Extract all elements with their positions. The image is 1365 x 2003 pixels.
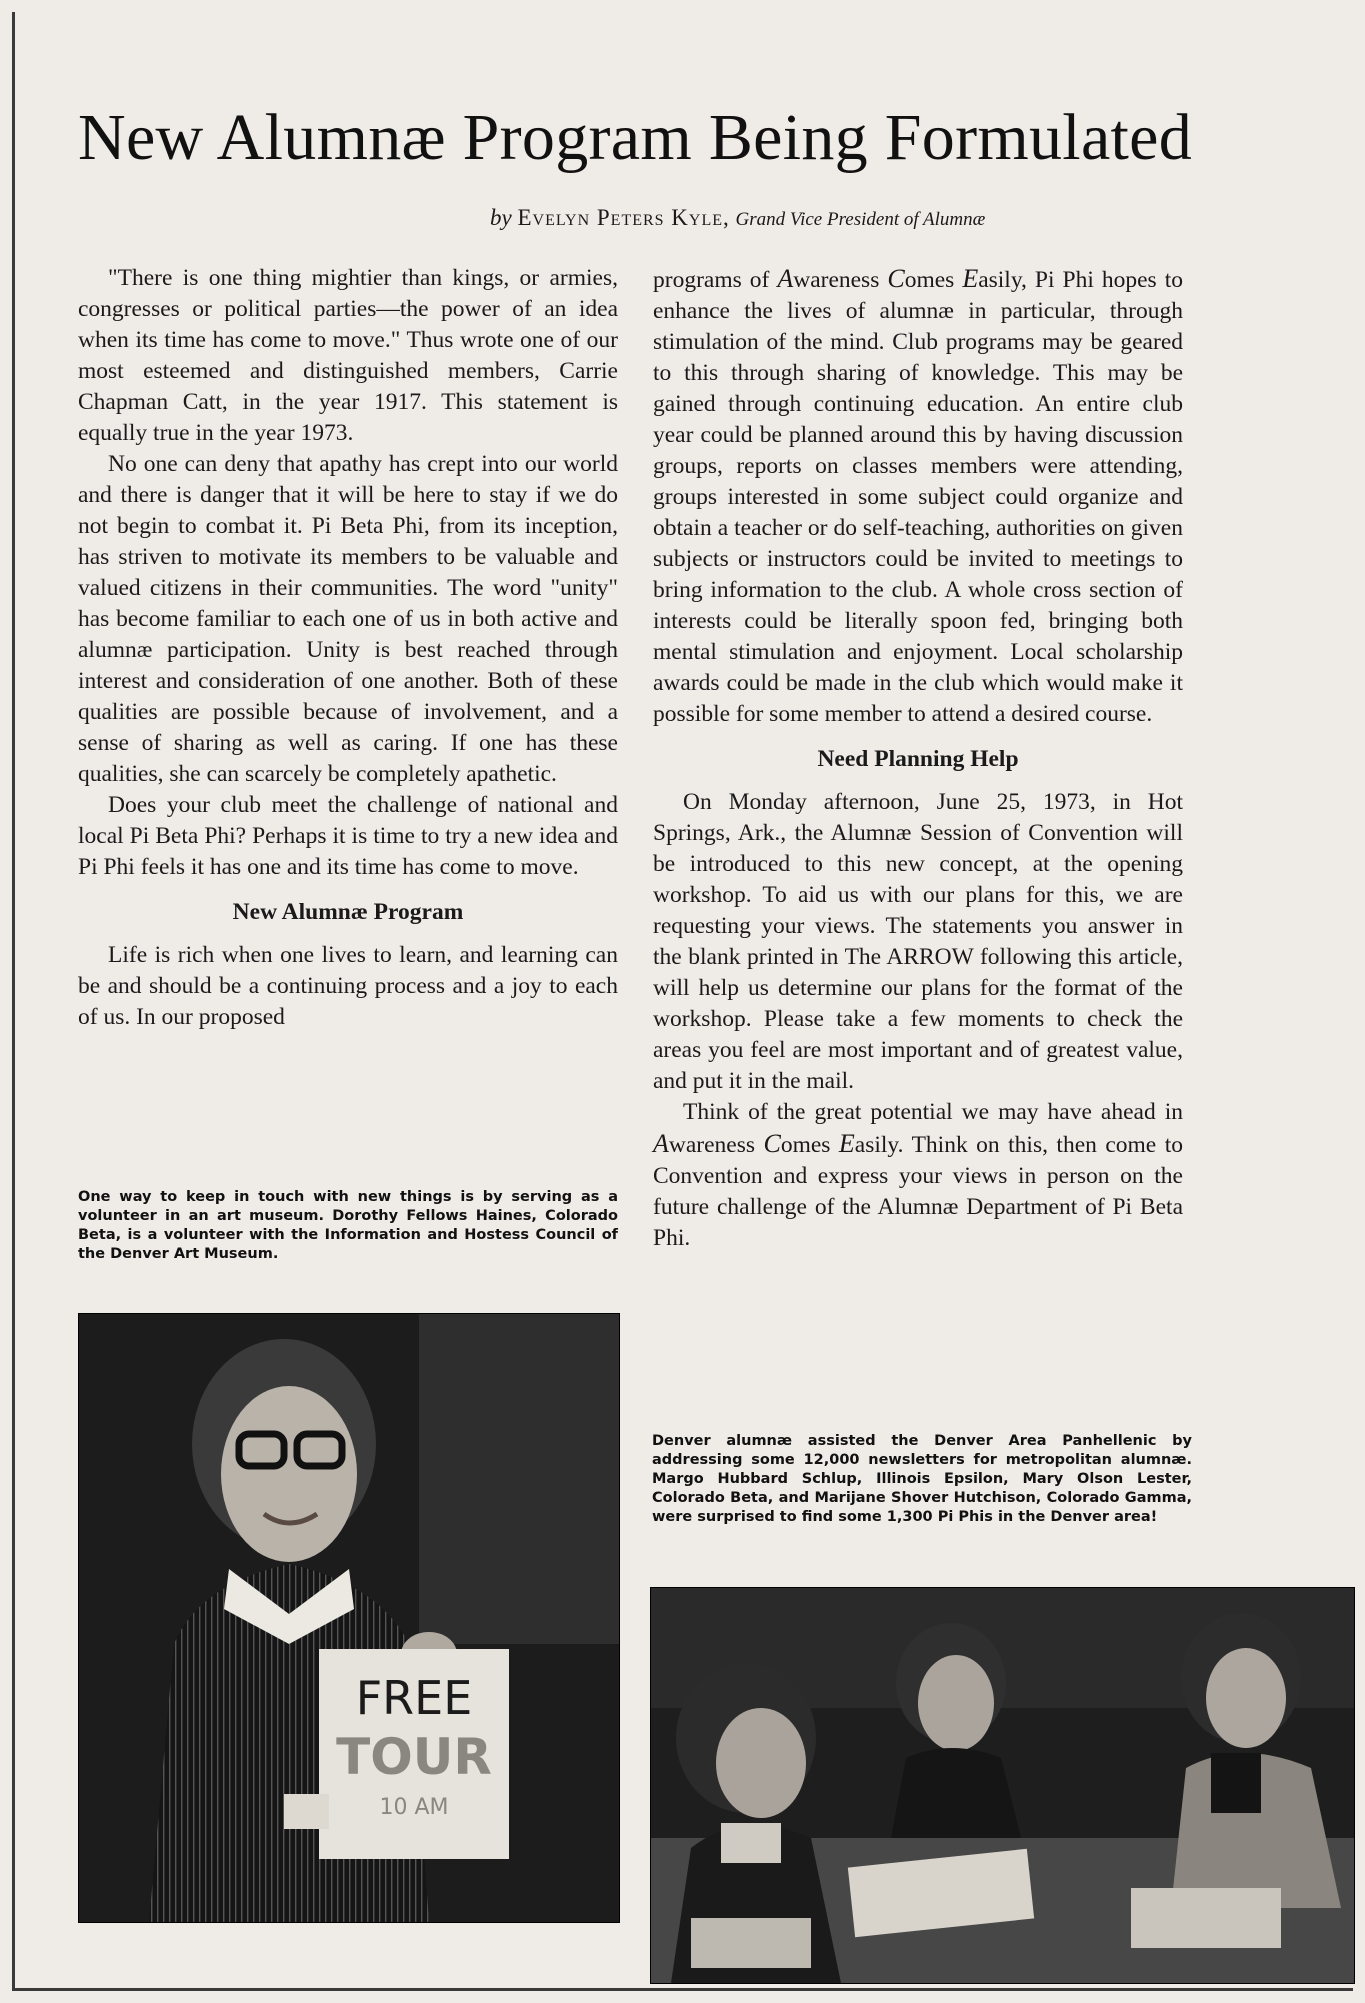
section-heading: Need Planning Help — [817, 746, 1019, 772]
paragraph: Life is rich when one lives to learn, and learning can be and should be a continuing process and a joy to each of us. In our proposed — [78, 942, 618, 1030]
byline-role: Grand Vice President of Alumnæ — [735, 209, 986, 230]
section-heading: New Alumnæ Program — [232, 899, 464, 925]
paragraph: No one can deny that apathy has crept into our world and there is danger that it will be here to stay if we do not begin to combat it. Pi Beta Phi, from its inception, has striven to motivate its members to be valuable and valued citizens in their communities. The word "unity" has become familiar to each one of us in both active and alumnæ participation. Unity is best reached through interest and consideration of one another. Both of these qualities are possible because of involvement, and a sense of sharing as well as caring. If one has these qualities, she can scarcely be completely apathetic. — [78, 451, 618, 787]
article-title: New Alumnæ Program Being Formulated — [78, 101, 1193, 174]
paragraph: programs of Awareness Comes Easily, Pi Phi hopes to enhance the lives of alumnæ in particular, through stimulation of the mind. Club programs may be geared to this through sharing of knowledge. This may be gained through continuing education. An entire club year could be planned around this by having discussion groups, reports on classes members were attending, groups interested in some subject could organize and obtain a teacher or do self-teaching, authorities on given subjects or instructors could be invited to meetings to bring information to the club. A whole cross section of interests could be literally spoon fed, bringing both mental stimulation and enjoyment. Local scholarship awards could be made in the club which would make it possible for some member to attend a desired course. — [653, 264, 1183, 727]
paragraph: Does your club meet the challenge of national and local Pi Beta Phi? Perhaps it is time to try a new idea and Pi Phi feels it has one and its time has come to move. — [78, 792, 618, 880]
photo-museum-volunteer — [78, 1313, 620, 1923]
photo-newsletter-volunteers — [650, 1587, 1355, 1984]
byline — [490, 205, 1310, 231]
paragraph: Think of the great potential we may have ahead in Awareness Comes Easily. Think on this, then come to Convention and express your views in person on the future challenge of the Alumnæ Department of Pi Beta Phi. — [653, 1099, 1183, 1251]
byline-by: by — [490, 205, 512, 230]
paragraph: On Monday afternoon, June 25, 1973, in Hot Springs, Ark., the Alumnæ Session of Convention will be introduced to this new concept, at the opening workshop. To aid us with our plans for this, we are requesting your views. The statements you answer in the blank printed in The ARROW following this article, will help us determine our plans for the format of the workshop. Please take a few moments to check the areas you feel are most important and of greatest value, and put it in the mail. — [653, 789, 1183, 1094]
sign-line-3: 10 AM — [379, 1795, 449, 1820]
photo-caption-right: Denver alumnæ assisted the Denver Area Panhellenic by addressing some 12,000 newsletters for metropolitan alumnæ. Margo Hubbard Schlup, Illinois Epsilon, Mary Olson Lester, Colorado Beta, and Marijane Shover Hutchison, Colorado Gamma, were surprised to find some 1,300 Pi Phis in the Denver area! — [652, 1433, 1192, 1525]
sign-line-1: FREE — [355, 1671, 473, 1725]
left-column — [78, 263, 618, 1033]
photo-caption-left: One way to keep in touch with new things is by serving as a volunteer in an art museum. Dorothy Fellows Haines, Colorado Beta, is a volunteer with the Information and Hostess Council of the Denver Art Museum. — [78, 1189, 618, 1262]
right-column — [653, 263, 1183, 1254]
byline-author: Evelyn Peters Kyle, — [517, 205, 730, 230]
paragraph: "There is one thing mightier than kings, or armies, congresses or political parties—the power of an idea when its time has come to move." Thus wrote one of our most esteemed and distinguished members, Carrie Chapman Catt, in the year 1917. This statement is equally true in the year 1973. — [78, 265, 618, 446]
sign-line-2: TOUR — [336, 1728, 492, 1786]
